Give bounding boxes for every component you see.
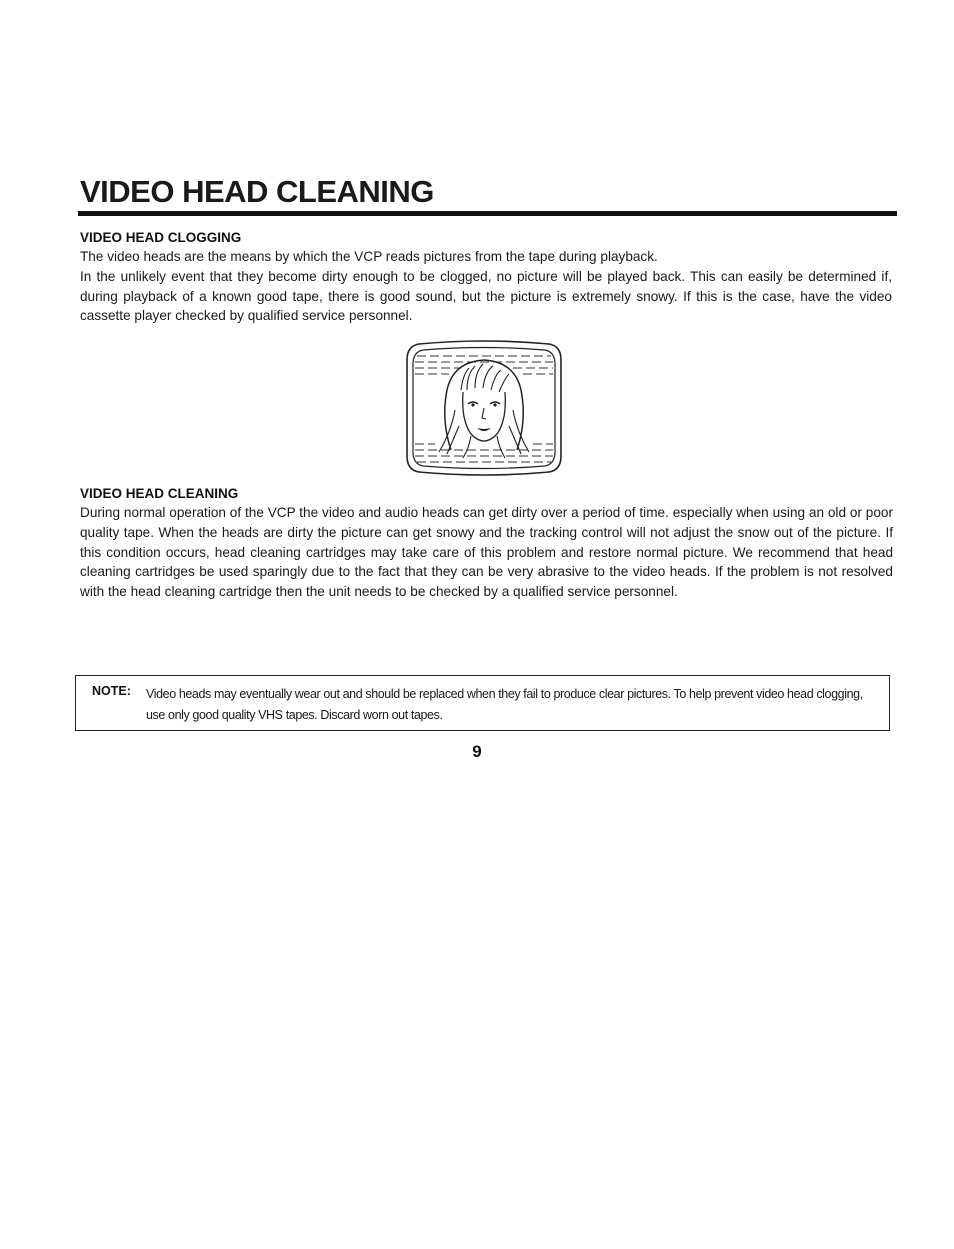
section-paragraph: In the unlikely event that they become dirty enough to be clogged, no picture will be played back. This can easily be determined if, during playback of a known good tape, there is good sound, but the picture is extremely snowy. If this is the case, have the video cassette player checked by qualified service personnel. (80, 268, 892, 324)
right-pupil (493, 403, 496, 406)
mouth (477, 428, 491, 431)
face-outline (463, 392, 506, 441)
page-title: VIDEO HEAD CLEANING (80, 174, 434, 209)
left-pupil (471, 403, 474, 406)
hair-bangs (461, 364, 509, 392)
section-video-head-cleaning (80, 485, 893, 602)
title-rule (78, 211, 897, 216)
section-heading: VIDEO HEAD CLEANING (80, 486, 239, 501)
hair-strands (439, 410, 529, 458)
snowy-tv-screen-icon (405, 340, 563, 476)
note-text: Video heads may eventually wear out and should be replaced when they fail to produce clear pictures. To help prevent video head clogging, use only good quality VHS tapes. Discard worn out tapes. (146, 687, 863, 722)
section-paragraph: The video heads are the means by which the VCP reads pictures from the tape during playback. (80, 249, 658, 264)
note-box (75, 675, 890, 731)
section-heading: VIDEO HEAD CLOGGING (80, 230, 242, 245)
snow-lines-bottom (415, 444, 553, 462)
section-paragraph: During normal operation of the VCP the video and audio heads can get dirty over a period of time. especially when using an old or poor quality tape. When the heads are dirty the picture can get snowy and the tracking control will not adjust the snow out of the picture. If this condition occurs, head cleaning cartridges may take care of this problem and restore normal picture. We recommend that head cleaning cartridges be used sparingly due to the fact that they can be very abrasive to the video heads. If the problem is not resolved with the head cleaning cartridge then the unit needs to be checked by a qualified service personnel. (80, 505, 893, 600)
snow-lines-top (415, 356, 553, 374)
page-number: 9 (472, 742, 482, 761)
nose (482, 408, 486, 419)
section-video-head-clogging (80, 229, 892, 326)
note-label: NOTE: (92, 684, 131, 698)
hair-outline (445, 360, 524, 450)
